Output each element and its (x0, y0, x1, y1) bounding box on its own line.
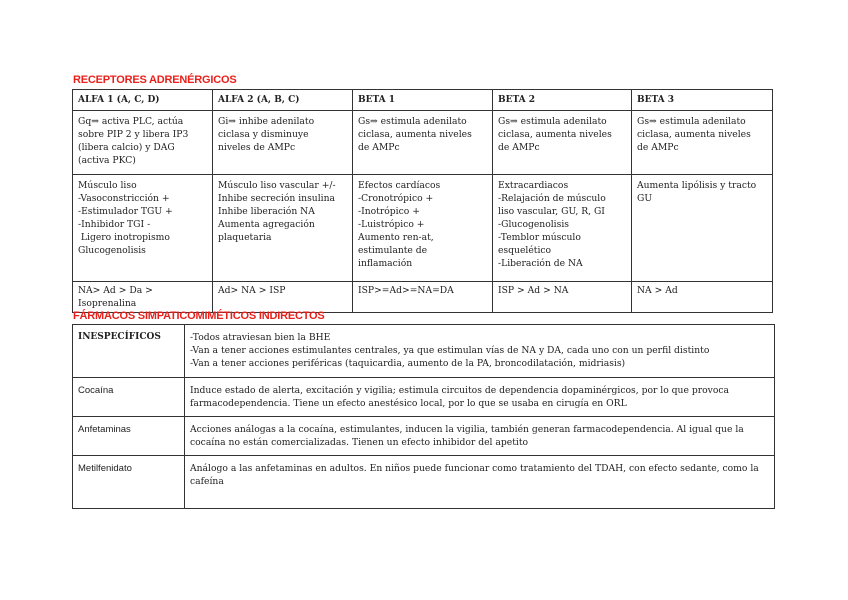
mechanism-row (73, 111, 773, 175)
receptors-table (72, 89, 773, 313)
text-line: esquelético (498, 245, 552, 256)
effects-cell (353, 175, 493, 282)
section-title-farmacos: FÁRMACOS SIMPATICOMIMÉTICOS INDIRECTOS (73, 310, 325, 322)
effects-cell (213, 175, 353, 282)
text-line: liso vascular, GU, R, GI (498, 206, 605, 217)
potency-cell: NA > Ad (632, 282, 773, 313)
text-line: GU (637, 193, 653, 204)
text-line: de AMPc (498, 142, 540, 153)
mechanism-cell (493, 111, 632, 175)
text-line: Aumenta agregación (218, 219, 315, 230)
table-row (73, 456, 775, 509)
text-line: -Vasoconstricción + (78, 193, 170, 204)
text-line: Acciones análogas a la cocaína, estimulantes, inducen la vigilia, también generan farmacodependencia. Al igual que la (190, 424, 744, 435)
text-line: plaquetaria (218, 232, 272, 243)
table-header-row (73, 90, 773, 111)
effects-cell (632, 175, 773, 282)
text-line: cocaína no están comercializadas. Tienen un efecto inhibidor del apetito (190, 437, 529, 448)
text-line: -Estimulador TGU + (78, 206, 173, 217)
header-alfa1: ALFA 1 (A, C, D) (73, 90, 213, 111)
header-beta3: BETA 3 (632, 90, 773, 111)
text-line: Gs⇒ estimula adenilato (358, 116, 467, 127)
text-line: Glucogenolisis (78, 245, 146, 256)
text-line: ciclasa, aumenta niveles (498, 129, 612, 140)
text-line: ciclasa, aumenta niveles (637, 129, 751, 140)
row-description (185, 456, 775, 509)
text-line: -Luistrópico + (358, 219, 425, 230)
text-line: Aumenta lipólisis y tracto (637, 180, 757, 191)
text-line: -Van a tener acciones estimulantes centrales, ya que estimulan vías de NA y DA, cada uno con un perfil distinto (190, 345, 710, 356)
text-line: Gs⇒ estimula adenilato (637, 116, 746, 127)
row-label: INESPECÍFICOS (73, 325, 185, 378)
mechanism-cell (353, 111, 493, 175)
mechanism-cell (73, 111, 213, 175)
text-line: -Relajación de músculo (498, 193, 606, 204)
table-row (73, 378, 775, 417)
text-line: (activa PKC) (78, 155, 136, 166)
text-line: -Van a tener acciones periféricas (taquicardia, aumento de la PA, broncodilatación, midriasis) (190, 358, 626, 369)
text-line: -Glucogenolisis (498, 219, 569, 230)
table-row (73, 417, 775, 456)
text-line: inflamación (358, 258, 413, 269)
text-line: Músculo liso (78, 180, 137, 191)
row-description (185, 378, 775, 417)
text-line: Gi⇒ inhibe adenilato (218, 116, 315, 127)
text-line: (libera calcio) y DAG (78, 142, 175, 153)
potency-cell: NA> Ad > Da > Isoprenalina (73, 282, 213, 313)
text-line: de AMPc (637, 142, 679, 153)
drugs-table (72, 324, 775, 509)
text-line: -Temblor músculo (498, 232, 581, 243)
text-line: estimulante de (358, 245, 428, 256)
text-line: farmacodependencia. Tiene un efecto anestésico local, por lo que se usaba en cirugía en ORL (190, 398, 627, 409)
text-line: Gq⇒ activa PLC, actúa (78, 116, 184, 127)
text-line: ciclasa y disminuye (218, 129, 309, 140)
potency-cell: Ad> NA > ISP (213, 282, 353, 313)
row-label: Cocaína (73, 378, 185, 417)
potency-cell: ISP>=Ad>=NA=DA (353, 282, 493, 313)
potency-cell: ISP > Ad > NA (493, 282, 632, 313)
section-title-receptores: RECEPTORES ADRENÉRGICOS (73, 74, 237, 86)
text-line: cafeína (190, 476, 224, 487)
text-line: Ligero inotropismo (78, 232, 170, 243)
effects-cell (493, 175, 632, 282)
text-line: Músculo liso vascular +/- (218, 180, 336, 191)
text-line: Gs⇒ estimula adenilato (498, 116, 607, 127)
text-line: Análogo a las anfetaminas en adultos. En niños puede funcionar como tratamiento del TDAH, con efecto sedante, como la (190, 463, 759, 474)
effects-cell (73, 175, 213, 282)
text-line: -Todos atraviesan bien la BHE (190, 332, 331, 343)
potency-row (73, 282, 773, 313)
row-description (185, 325, 775, 378)
header-beta1: BETA 1 (353, 90, 493, 111)
text-line: -Inhibidor TGI - (78, 219, 151, 230)
row-description (185, 417, 775, 456)
text-line: Extracardiacos (498, 180, 569, 191)
text-line: Inhibe liberación NA (218, 206, 315, 217)
text-line: niveles de AMPc (218, 142, 296, 153)
text-line: Induce estado de alerta, excitación y vigilia; estimula circuitos de dependencia dopaminérgicos, por lo que provoca (190, 385, 729, 396)
text-line: Inhibe secreción insulina (218, 193, 335, 204)
header-beta2: BETA 2 (493, 90, 632, 111)
header-alfa2: ALFA 2 (A, B, C) (213, 90, 353, 111)
text-line: sobre PIP 2 y libera IP3 (78, 129, 189, 140)
text-line: -Cronotrópico + (358, 193, 434, 204)
text-line: ciclasa, aumenta niveles (358, 129, 472, 140)
effects-row (73, 175, 773, 282)
row-label: Metilfenidato (73, 456, 185, 509)
table-row (73, 325, 775, 378)
text-line: -Inotrópico + (358, 206, 420, 217)
mechanism-cell (213, 111, 353, 175)
text-line: Aumento ren-at, (358, 232, 434, 243)
text-line: de AMPc (358, 142, 400, 153)
text-line: -Liberación de NA (498, 258, 583, 269)
row-label: Anfetaminas (73, 417, 185, 456)
text-line: Efectos cardíacos (358, 180, 441, 191)
mechanism-cell (632, 111, 773, 175)
